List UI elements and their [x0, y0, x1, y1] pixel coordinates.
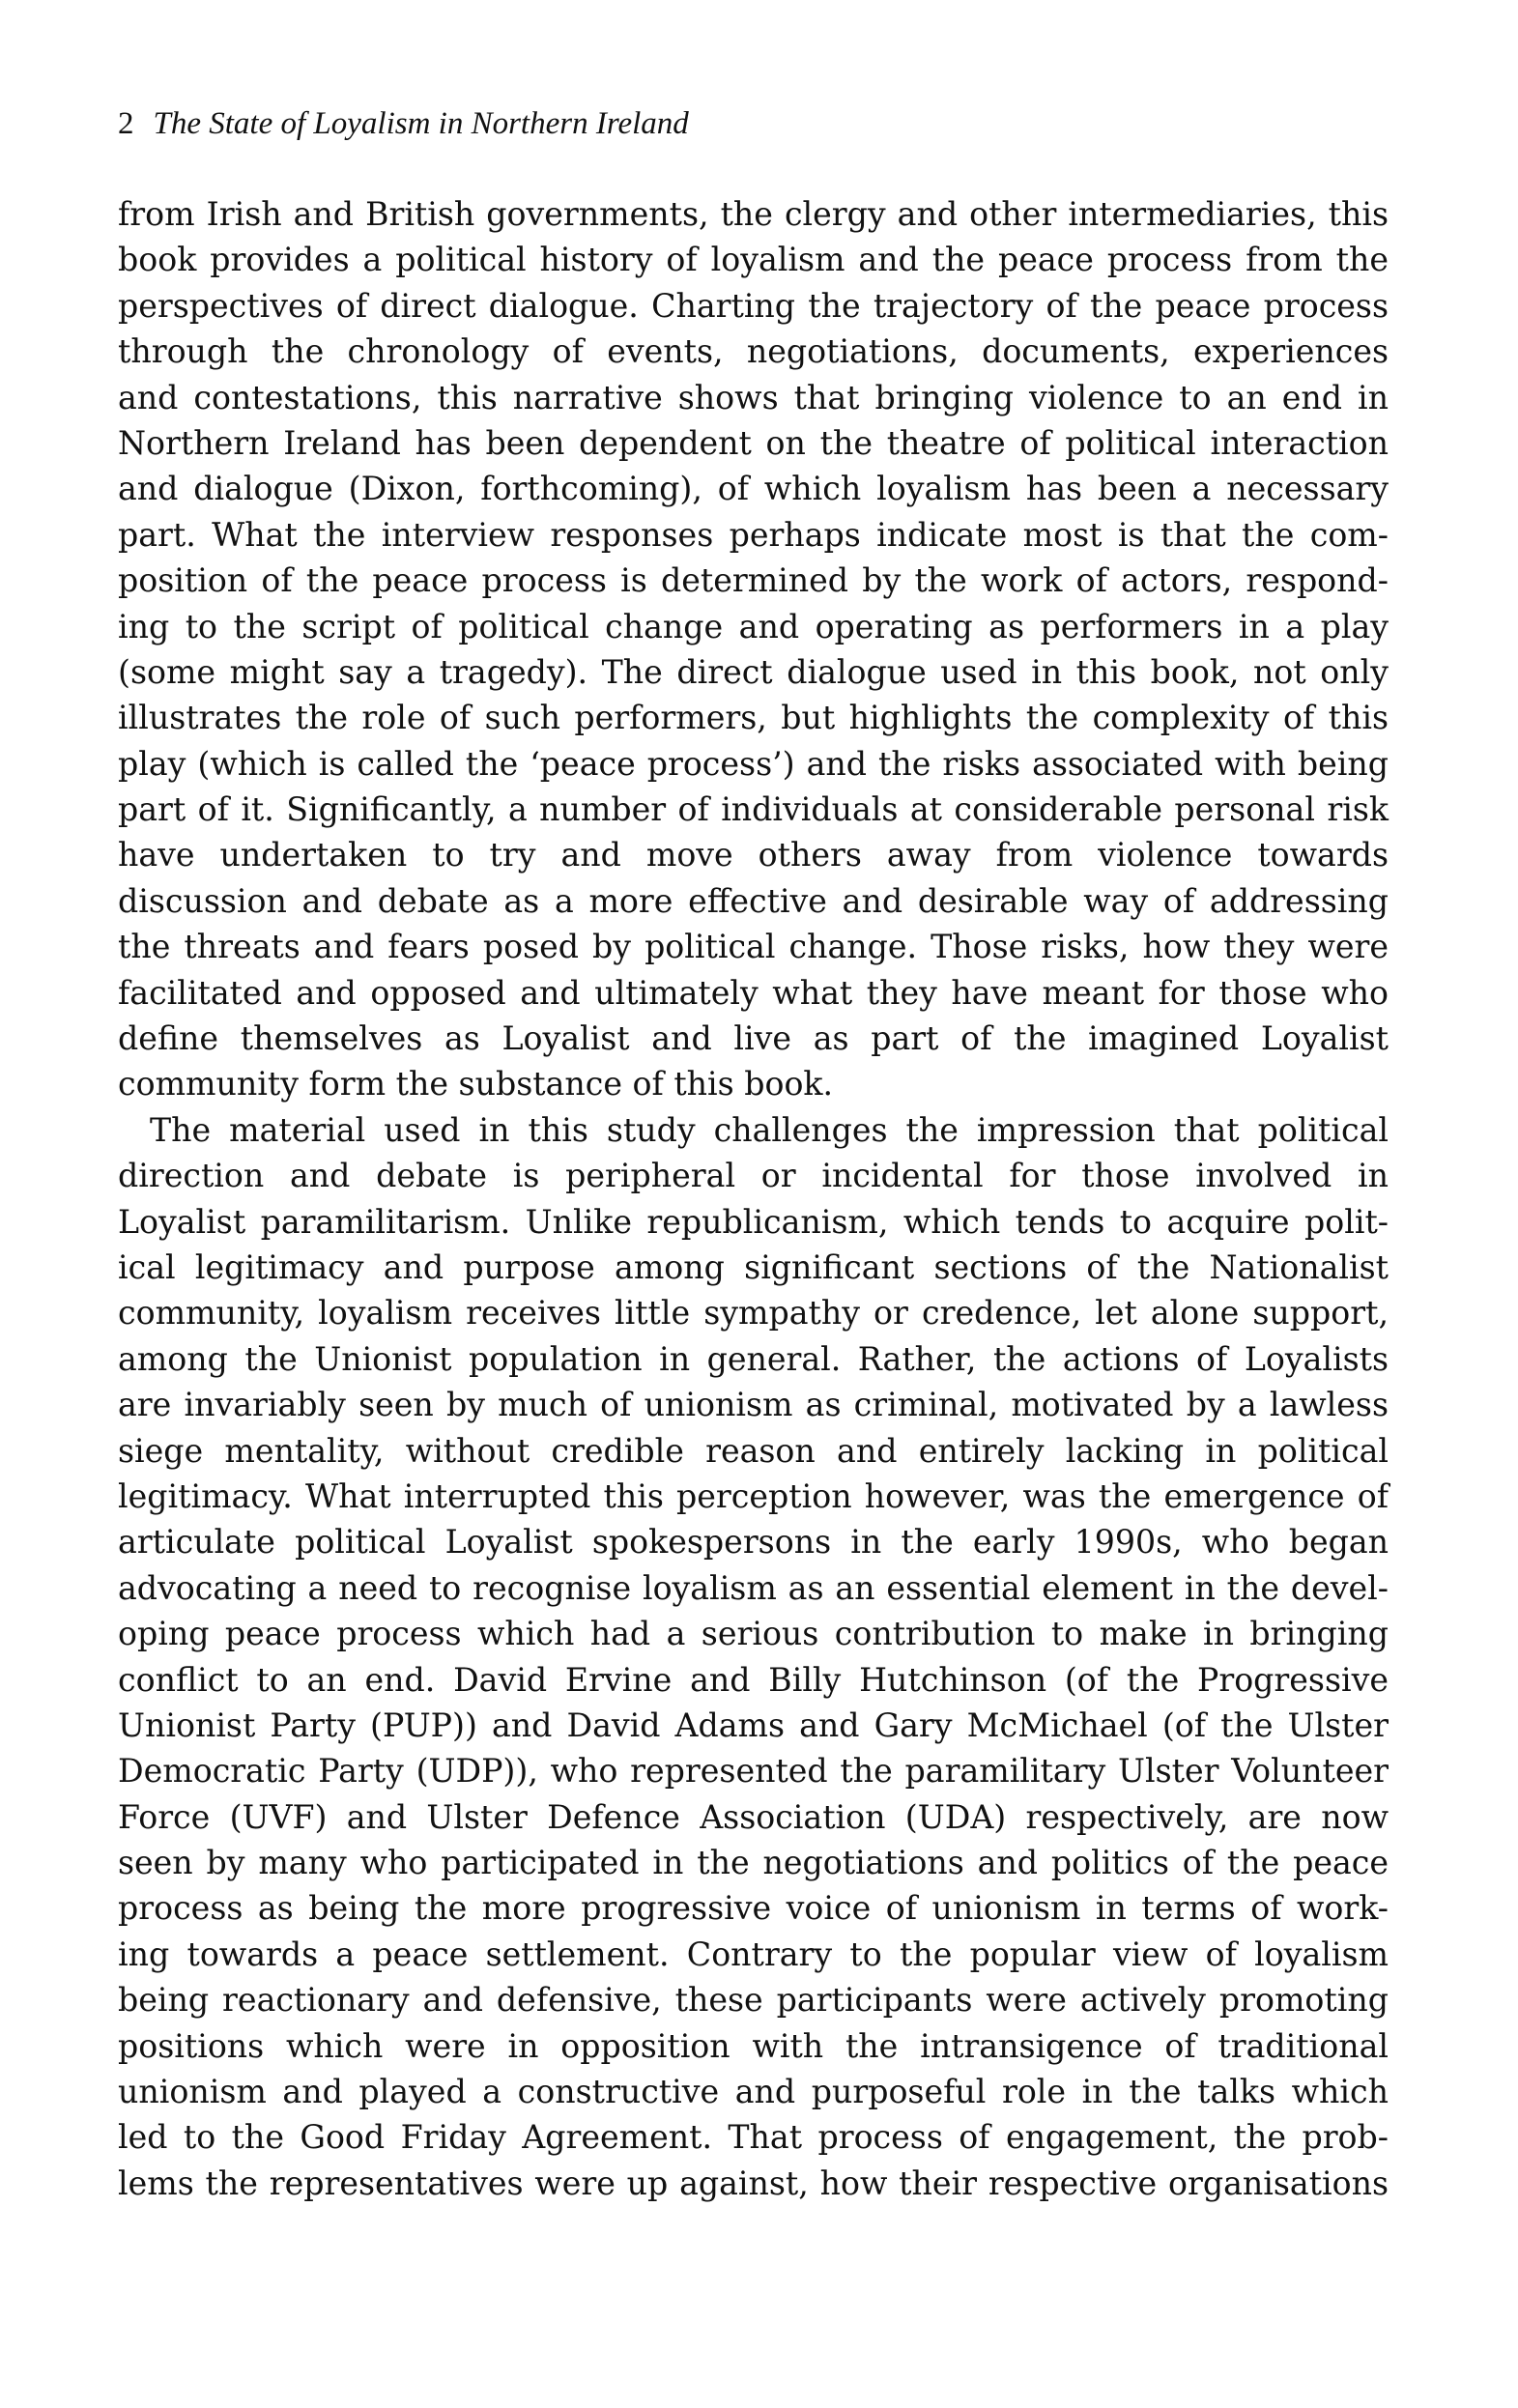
text-line: seen by many who participated in the negotiations and politics of the peace	[118, 1844, 1389, 1882]
text-line: led to the Good Friday Agreement. That process of engagement, the prob-	[118, 2118, 1389, 2157]
text-line: and contestations, this narrative shows that bringing violence to an end in	[118, 378, 1389, 416]
text-line: being reactionary and defensive, these participants were actively promoting	[118, 1981, 1389, 2020]
book-page	[118, 104, 1389, 2206]
text-line: conflict to an end. David Ervine and Billy Hutchinson (of the Progressive	[118, 1660, 1389, 1699]
text-line: process as being the more progressive voice of unionism in terms of work-	[118, 1889, 1389, 1928]
text-line: through the chronology of events, negotiations, documents, experiences	[118, 332, 1389, 371]
text-line: legitimacy. What interrupted this perception however, was the emergence of	[118, 1476, 1389, 1515]
text-line: siege mentality, without credible reason and entirely lacking in political	[118, 1431, 1389, 1470]
text-line: are invariably seen by much of unionism as criminal, motivated by a lawless	[118, 1386, 1389, 1424]
text-line: from Irish and British governments, the clergy and other intermediaries, this	[118, 195, 1389, 233]
text-line: unionism and played a constructive and purposeful role in the talks which	[118, 2073, 1389, 2111]
text-line: ing towards a peace settlement. Contrary to the popular view of loyalism	[118, 1935, 1389, 1973]
text-line: play (which is called the ‘peace process’) and the risks associated with being	[118, 744, 1389, 783]
text-line: articulate political Loyalist spokespersons in the early 1990s, who began	[118, 1523, 1389, 1562]
text-line: illustrates the role of such performers, but highlights the complexity of this	[118, 699, 1389, 737]
text-line: the threats and fears posed by political change. Those risks, how they were	[118, 928, 1389, 966]
text-line: (some might say a tragedy). The direct dialogue used in this book, not only	[118, 652, 1389, 691]
text-line: part. What the interview responses perhaps indicate most is that the com-	[118, 515, 1389, 554]
running-head-title: The State of Loyalism in Northern Ireland	[153, 106, 689, 141]
text-line: ing to the script of political change and operating as performers in a play	[118, 607, 1389, 645]
text-line: community, loyalism receives little sympathy or credence, let alone support,	[118, 1294, 1389, 1333]
text-line: positions which were in opposition with the intransigence of traditional	[118, 2026, 1389, 2065]
text-line: advocating a need to recognise loyalism as an essential element in the devel-	[118, 1568, 1389, 1607]
text-line: Democratic Party (UDP)), who represented the paramilitary Ulster Volunteer	[118, 1752, 1389, 1791]
text-line: Loyalist paramilitarism. Unlike republicanism, which tends to acquire polit-	[118, 1202, 1389, 1241]
running-head	[118, 104, 1389, 143]
text-line: position of the peace process is determined by the work of actors, respond-	[118, 561, 1389, 600]
paragraph-2	[118, 1107, 1389, 2206]
text-line: discussion and debate as a more effective and desirable way of addressing	[118, 881, 1389, 920]
text-line: define themselves as Loyalist and live as part of the imagined Loyalist	[118, 1019, 1389, 1058]
text-line: among the Unionist population in general. Rather, the actions of Loyalists	[118, 1339, 1389, 1378]
text-line: oping peace process which had a serious contribution to make in bringing	[118, 1615, 1389, 1653]
paragraph-1	[118, 191, 1389, 1107]
text-line: lems the representatives were up against, how their respective organisations	[118, 2164, 1389, 2202]
text-line: ical legitimacy and purpose among significant sections of the Nationalist	[118, 1247, 1389, 1286]
text-line: community form the substance of this book.	[118, 1065, 834, 1104]
text-line: perspectives of direct dialogue. Charting the trajectory of the peace process	[118, 286, 1389, 325]
text-line: facilitated and opposed and ultimately what they have meant for those who	[118, 973, 1389, 1012]
text-line: direction and debate is peripheral or incidental for those involved in	[118, 1157, 1389, 1195]
page-number: 2	[118, 106, 134, 141]
text-line: have undertaken to try and move others away from violence towards	[118, 836, 1389, 874]
text-line: The material used in this study challenges the impression that political	[150, 1110, 1389, 1149]
text-line: book provides a political history of loyalism and the peace process from the	[118, 241, 1389, 279]
text-line: Northern Ireland has been dependent on the theatre of political interaction	[118, 423, 1389, 462]
text-line: Force (UVF) and Ulster Defence Association (UDA) respectively, are now	[118, 1797, 1389, 1836]
text-line: and dialogue (Dixon, forthcoming), of which loyalism has been a necessary	[118, 470, 1389, 508]
text-line: part of it. Significantly, a number of individuals at considerable personal risk	[118, 790, 1389, 829]
text-line: Unionist Party (PUP)) and David Adams and Gary McMichael (of the Ulster	[118, 1706, 1389, 1744]
